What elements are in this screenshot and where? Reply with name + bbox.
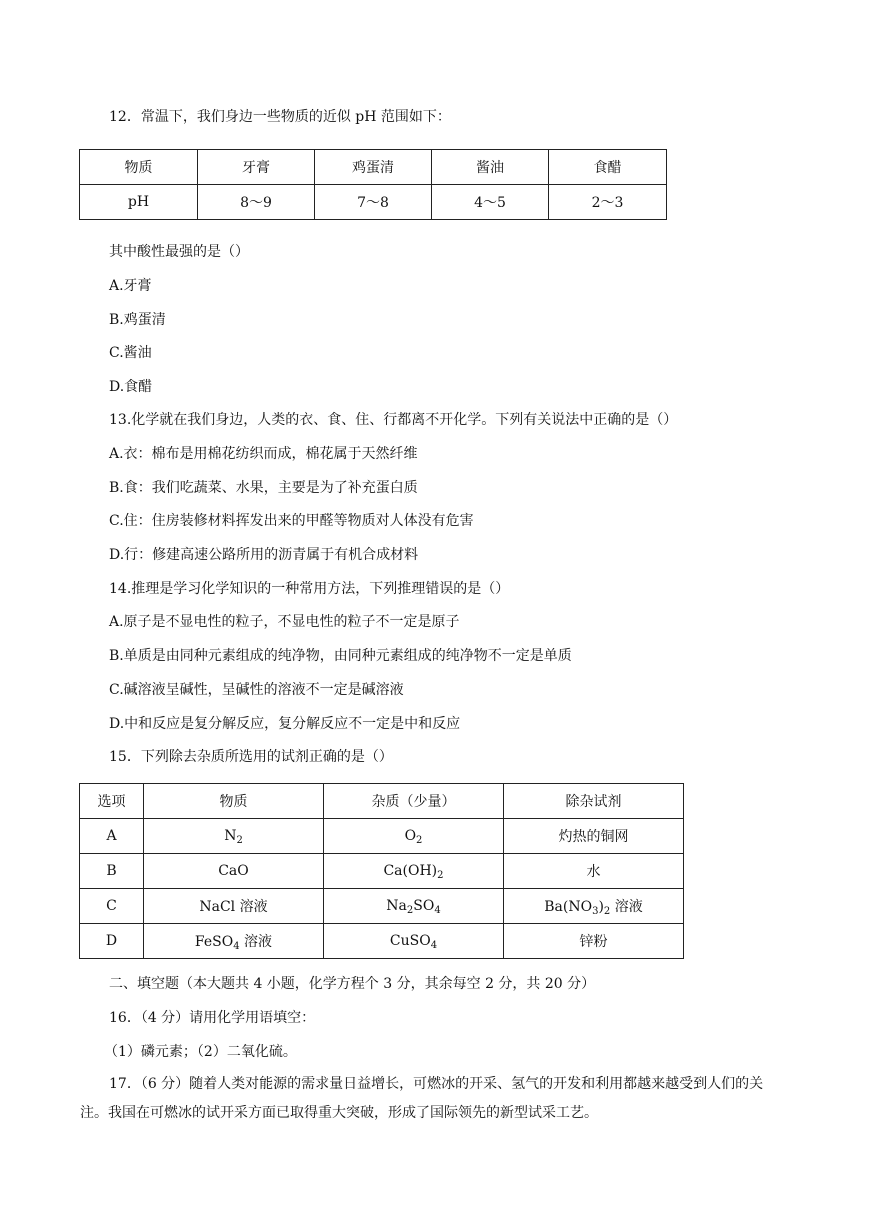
option-cell: A [80,819,144,854]
impurity-table-header-cell: 除杂试剂 [504,784,684,819]
option-cell: C [80,889,144,924]
q12-option-c: C.酱油 [109,345,152,361]
ph-table [79,149,667,220]
impurity-table [79,783,684,959]
q12-question: 其中酸性最强的是（） [109,244,249,260]
formula-text: SO [413,898,435,914]
formula-subscript: 3 [592,906,599,917]
formula-subscript: 2 [603,906,611,917]
q16-content: （1）磷元素；（2）二氧化硫。 [104,1044,297,1060]
ph-table-header-cell: 牙膏 [198,150,315,185]
ph-table-header-cell: 食醋 [549,150,667,185]
q12-option-d: D.食醋 [109,379,153,395]
substance-cell [144,819,324,854]
formula-subscript: 2 [437,870,444,881]
reagent-cell [504,819,684,854]
ph-table-header-cell: 酱油 [432,150,549,185]
impurity-table-row [80,924,684,959]
q12-option-a: A.牙膏 [109,278,152,294]
ph-table-value-row [80,185,667,220]
impurity-table-header-cell: 物质 [144,784,324,819]
formula-text: ) [598,899,604,915]
ph-table-cell: 4～5 [432,185,549,220]
reagent-text: 锌粉 [579,934,608,950]
ph-table-cell: pH [80,185,198,220]
impurity-table-header-cell: 杂质（少量） [324,784,504,819]
reagent-text: 灼热的铜网 [558,829,629,845]
formula-text: Ca(OH) [383,863,438,879]
section-title: 二、填空题（本大题共 4 小题，化学方程个 3 分，其余每空 2 分，共 20 分） [109,976,596,992]
formula-subscript: 2 [236,835,243,846]
q13-stem: 13.化学就在我们身边，人类的衣、食、住、行都离不开化学。下列有关说法中正确的是（） [109,412,678,428]
reagent-cell [504,924,684,959]
impurity-cell [324,889,504,924]
reagent-text: 水 [586,864,601,880]
q13-option-c: C.住：住房装修材料挥发出来的甲醛等物质对人体没有危害 [109,513,474,529]
formula-subscript: 4 [434,905,441,916]
q14-option-b: B.单质是由同种元素组成的纯净物，由同种元素组成的纯净物不一定是单质 [109,648,572,664]
substance-cell [144,924,324,959]
formula-subscript: 2 [406,905,414,916]
formula-text: Ba(NO [544,899,593,915]
reagent-cell [504,854,684,889]
substance-cell [144,854,324,889]
q12-option-b: B.鸡蛋清 [109,312,166,328]
formula-text: 溶液 [239,934,273,950]
impurity-table-header-row [80,784,684,819]
ph-table-cell: 2～3 [549,185,667,220]
ph-table-cell: 8～9 [198,185,315,220]
q14-option-c: C.碱溶液呈碱性，呈碱性的溶液不一定是碱溶液 [109,682,404,698]
impurity-table-header-cell: 选项 [80,784,144,819]
option-cell: B [80,854,144,889]
option-cell: D [80,924,144,959]
q13-option-a: A.衣：棉布是用棉花纺织而成，棉花属于天然纤维 [109,446,418,462]
formula-text: CaO [218,863,249,879]
q14-option-d: D.中和反应是复分解反应，复分解反应不一定是中和反应 [109,716,461,732]
q17-paragraph: 17．（6 分）随着人类对能源的需求量日益增长，可燃冰的开采、氢气的开发和利用都越来越受到人们的关注。我国在可燃冰的试开采方面已取得重大突破，形成了国际领先的新型试采工艺。 [80,1076,764,1121]
formula-text: Na [386,898,407,914]
impurity-cell [324,819,504,854]
substance-cell [144,889,324,924]
q15-stem: 15．下列除去杂质所选用的试剂正确的是（） [109,749,393,765]
reagent-cell [504,889,684,924]
q13-option-d: D.行：修建高速公路所用的沥青属于有机合成材料 [109,547,419,563]
impurity-cell [324,854,504,889]
impurity-table-row [80,889,684,924]
formula-text: N [224,828,237,844]
ph-table-cell: 7～8 [315,185,432,220]
q14-option-a: A.原子是不显电性的粒子，不显电性的粒子不一定是原子 [109,614,460,630]
formula-text: NaCl 溶液 [199,899,268,915]
formula-subscript: 4 [233,941,240,952]
formula-subscript: 4 [430,940,438,951]
q16-stem: 16．（4 分）请用化学用语填空： [109,1010,316,1026]
q12-stem: 12．常温下，我们身边一些物质的近似 pH 范围如下： [109,109,451,125]
q13-option-b: B.食：我们吃蔬菜、水果，主要是为了补充蛋白质 [109,480,418,496]
formula-text: O [404,828,417,844]
impurity-cell [324,924,504,959]
formula-text: FeSO [194,934,234,950]
ph-table-header-cell: 鸡蛋清 [315,150,432,185]
impurity-table-row [80,819,684,854]
impurity-table-row [80,854,684,889]
formula-text: CuSO [389,933,431,949]
ph-table-header-row [80,150,667,185]
ph-table-header-cell: 物质 [80,150,198,185]
q14-stem: 14.推理是学习化学知识的一种常用方法，下列推理错误的是（） [109,581,510,597]
formula-subscript: 2 [416,835,423,846]
formula-text: 溶液 [610,899,643,915]
